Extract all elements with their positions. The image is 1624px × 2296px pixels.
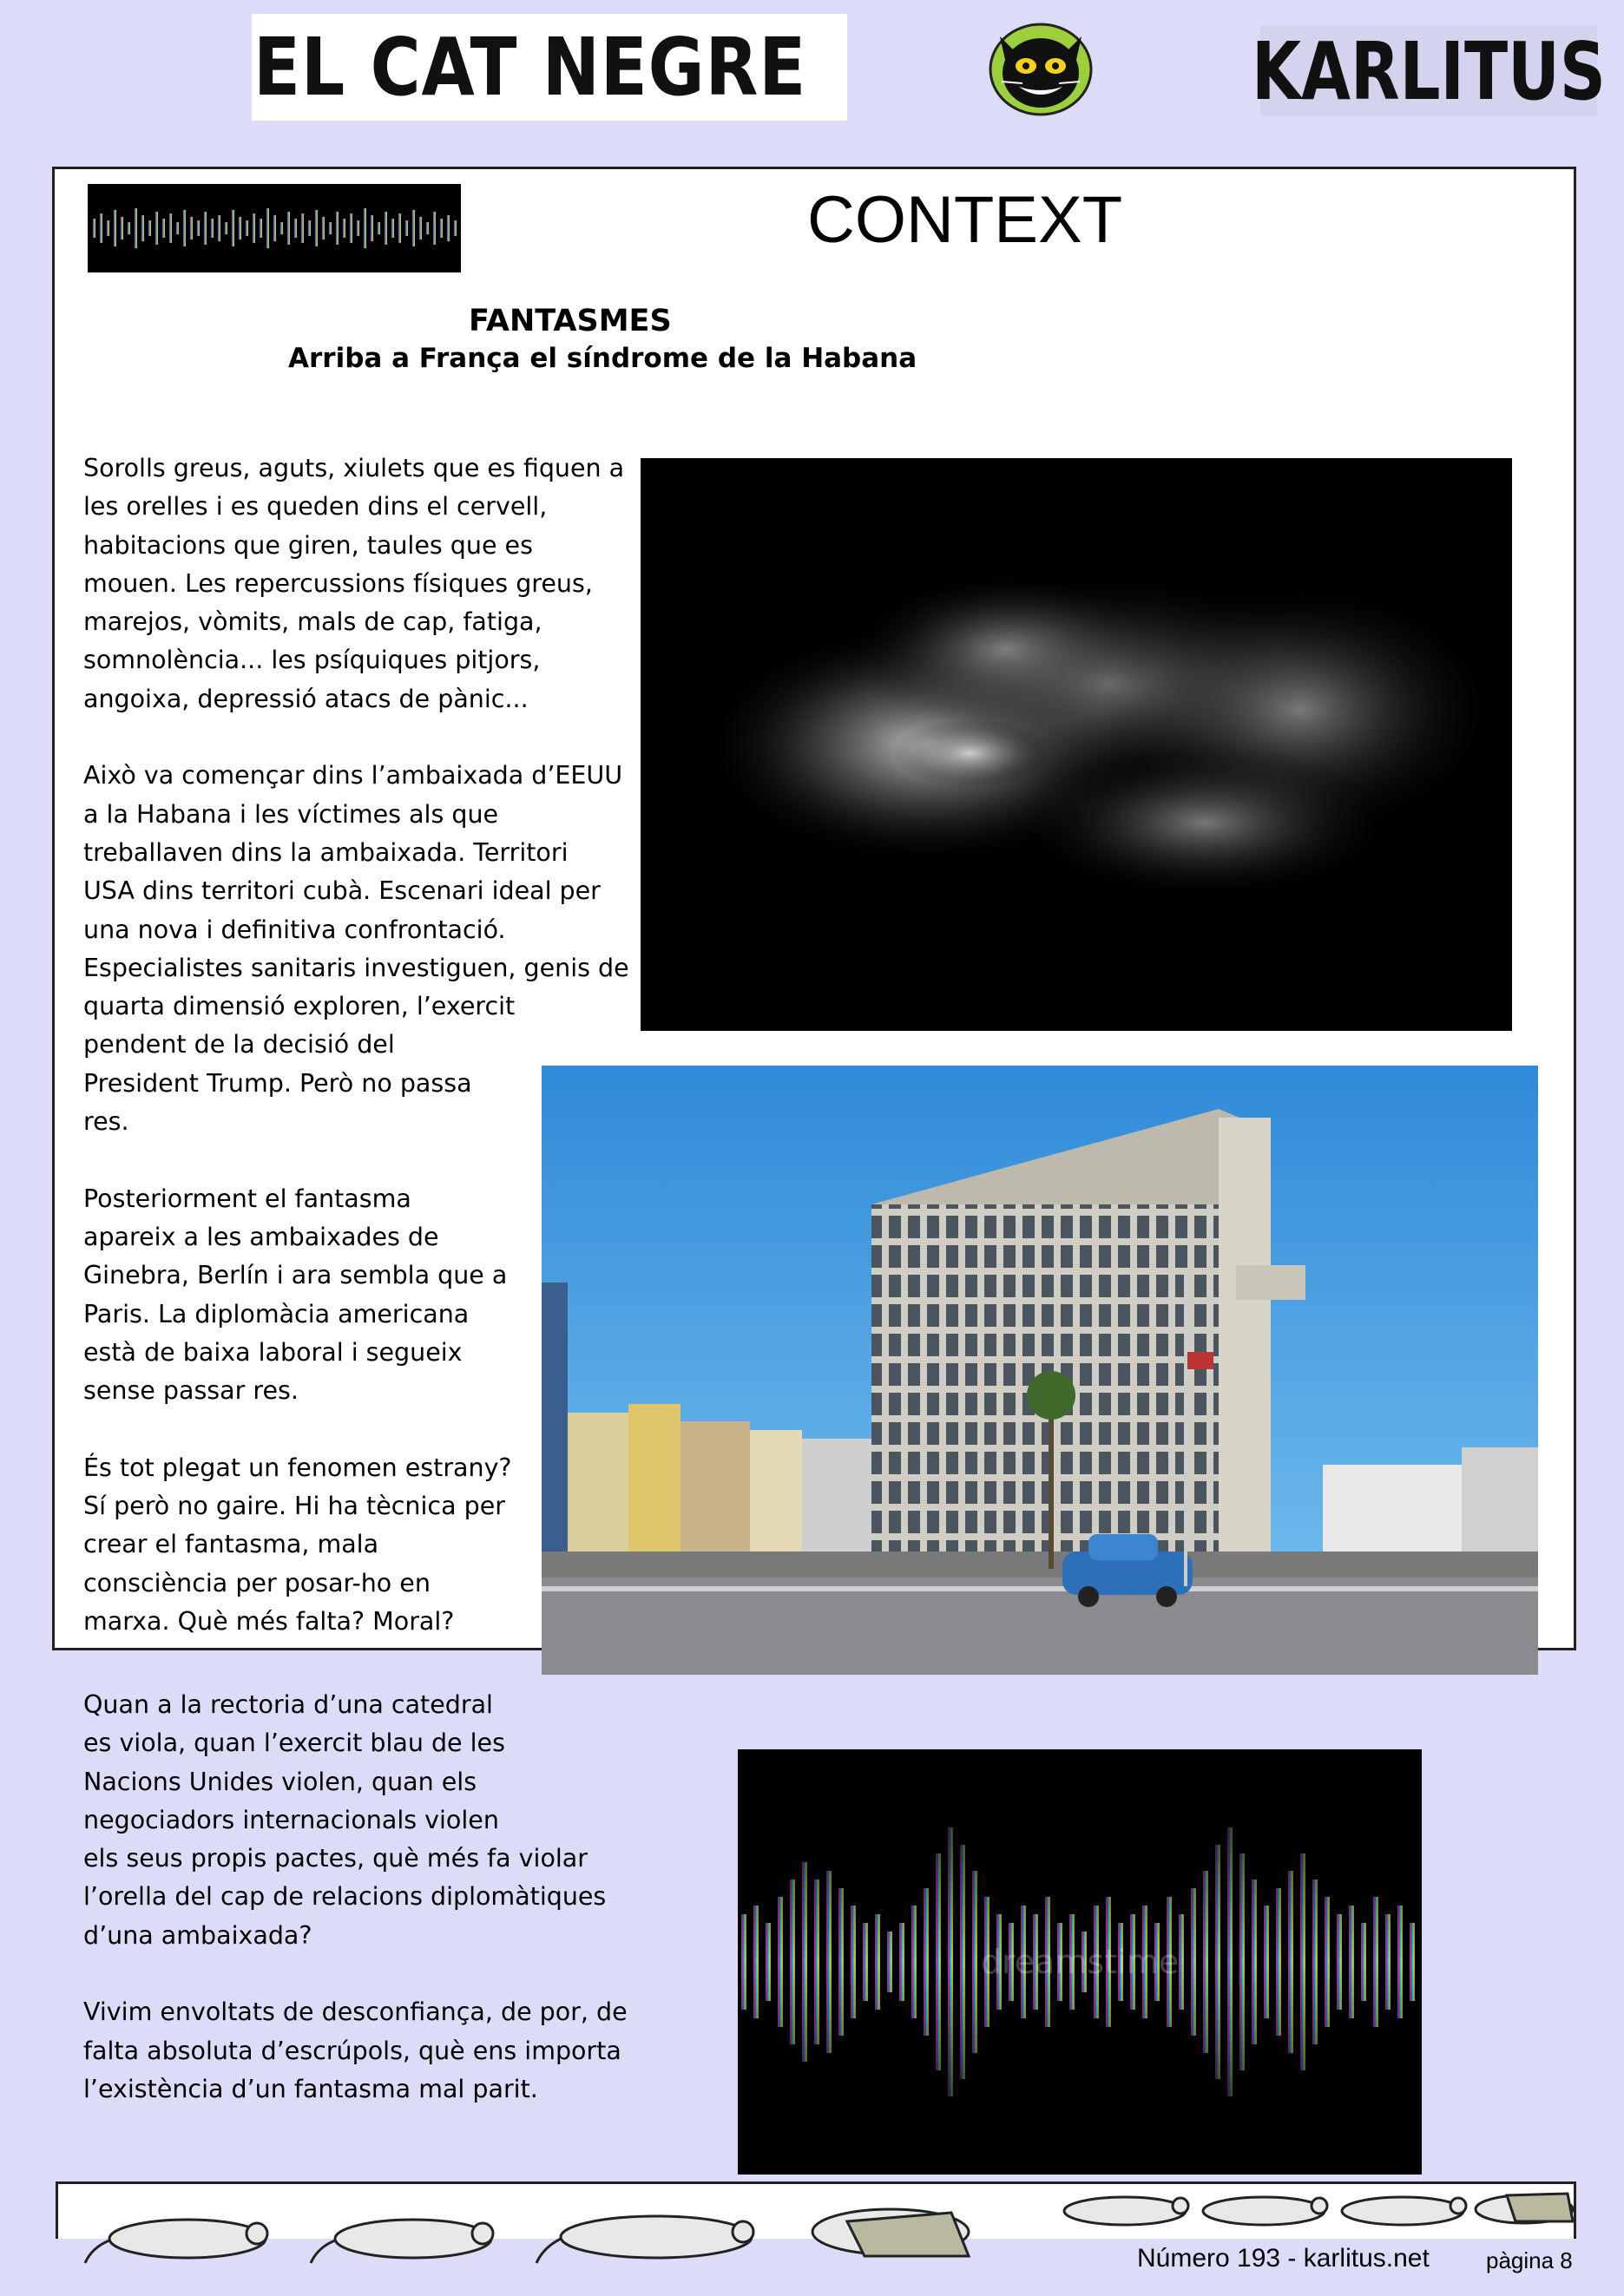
black-cat-icon [984,17,1097,118]
mouse-icon [1064,2197,1188,2225]
us-embassy-havana-photo [542,1066,1538,1675]
article-subheadline: Arriba a França el síndrome de la Habana [288,343,917,374]
logo-left-text: EL CAT NEGRE [253,21,807,114]
smoke-photo [641,458,1512,1031]
dreamstime-watermark: dreamstime [980,1943,1180,1981]
mouse-icon [311,2220,493,2263]
mouse-icon [536,2216,753,2263]
mouse-icon [1342,2197,1466,2225]
section-title: CONTEXT [807,183,1123,257]
el-cat-negre-logo [252,14,847,121]
article-body-column-1: Sorolls greus, aguts, xiulets que es fiquen a les orelles i es queden dins el cervell, habitacions que giren, taules que es mouen. Les repercussions físiques greus, marejos, vòmits, mals de cap, fatiga, somnolència... les psíquiques pitjors, angoixa, depressió atacs de pànic... Això va començar dins l’ambaixada d’EEUU a la Habana i les víctimes als que treballaven dins la ambaixada. Territori USA dins territori cubà. Escenari ideal per una nova i definitiva confrontació. Especialistes sanitaris investiguen, genis de quarta dimensió exploren, l’exercit pendent de la decisió del President Trump. Però no passa res. Posteriorment el fantasma apareix a les ambaixades de Ginebra, Berlín i ara sembla que a Paris. La diplomàcia americana està de baixa laboral i segueix sense passar res. És tot plegat un fenomen estrany? Sí però no gaire. Hi ha tècnica per crear el fantasma, mala consciència per posar-ho en marxa. Què més falta? Moral? [83,454,629,1636]
mouse-icon [1476,2194,1573,2223]
footer-issue: Número 193 - karlitus.net [1137,2244,1430,2273]
article-headline: FANTASMES [469,304,672,338]
footer-page-number: pàgina 8 [1486,2247,1573,2273]
mouse-icon [85,2220,267,2263]
sound-wave-icon [88,184,461,272]
mouse-icon [1203,2197,1327,2225]
karlitus-logo [1252,24,1606,118]
sound-wave-banner [88,184,461,272]
article-body-column-2: Quan a la rectoria d’una catedral es viola, quan l’exercit blau de les Nacions Unides violen, quan els negociadors internacionals violen els seus propis pactes, què més fa violar l’orella del cap de relacions diplomàtiques d’una ambaixada? Vivim envoltats de desconfiança, de por, de falta absoluta d’escrúpols, què ens importa l’existència d’un fantasma mal parit. [83,1690,628,2103]
rainbow-sound-wave-photo [738,1749,1422,2175]
logo-right-text: KARLITUS [1252,24,1606,118]
mouse-icon [812,2209,969,2256]
